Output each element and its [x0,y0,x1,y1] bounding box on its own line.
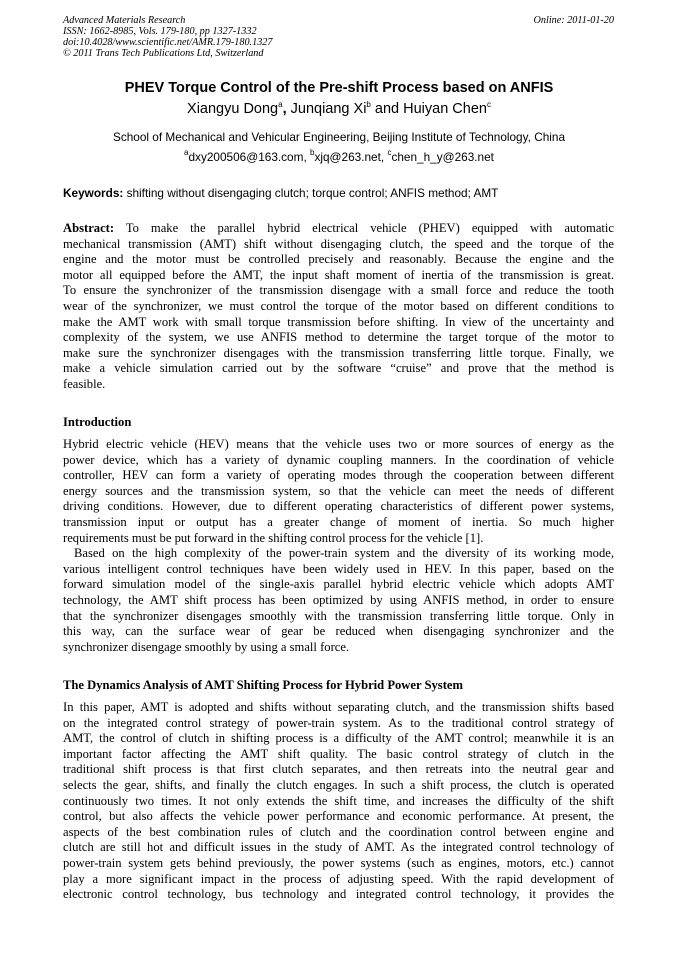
author-sup: c [486,100,491,109]
text-line: make sure the synchronizer disengages with the transmission transferring little torque. Finally, we [63,345,614,360]
text-line: traditional shift process is that first clutch separates, and then retreats into the neutral gear and [63,762,614,777]
text-line: engine and the motor must be controlled precisely and reasonably. Because the engine and the [63,252,614,267]
text-line: wear of the synchronizer, we must control the torque of the motor based on different conditions to [63,298,614,313]
text-line: important factor affecting the AMT shift quality. The basic control strategy of clutch in the [63,746,614,761]
paper-title: PHEV Torque Control of the Pre-shift Process based on ANFIS [124,80,554,96]
text-line: play a more significant impact in the process of adjusting speed. With the rapid development of [63,871,614,886]
text-line: make a vehicle simulation carried out by the software “cruise” and prove that the method is [63,361,614,376]
email-sep: , [380,150,388,164]
email-link[interactable]: dxy200506@163.com [188,150,304,164]
author-name: Junqiang Xi [290,101,367,117]
text-line: various intelligent control techniques have been widely used in HEV. In this paper, based on the [63,561,614,576]
text-line: control, but also affects the vehicle power performance and economic performance. At present, the [63,809,614,824]
text-line: that the synchronizer disengages smoothly with the transmission transferring little torque. Only in [63,608,614,623]
abstract-text: To make the parallel hybrid electrical vehicle (PHEV) equipped with automatic [114,221,614,235]
text-line: continuously two times. It not only extends the shift time, and increases the difficulty of the shift [63,793,614,808]
doi: doi:10.4028/www.scientific.net/AMR.179-180.1327 [63,37,273,48]
email-sup: a [184,148,189,157]
abstract-label: Abstract: [63,221,115,235]
online-date: Online: 2011-01-20 [533,15,614,26]
text-line: requirements must be put forward in the shifting control process for the vehicle [1]. [63,530,484,545]
section-heading-dynamics: The Dynamics Analysis of AMT Shifting Process for Hybrid Power System [63,678,463,692]
keywords-label: Keywords: [63,186,124,200]
text-line: AMT, the control of clutch in shifting process is a difficulty of the AMT control; meanwhile it is an [63,731,614,746]
introduction-body [63,437,614,655]
text-line: transmission input or output has a greater change of moment of inertia. So much higher [63,514,614,529]
text-line: on the integrated control strategy of power-train system. As to the traditional control strategy of [63,715,614,730]
text-line: forward simulation model of the single-axis parallel hybrid electric vehicle which adopts AMT [63,577,614,592]
author-name: Huiyan Chen [403,101,487,117]
text-line: mechanical transmission (AMT) shift without disengaging clutch, the speed and the torque of the [63,236,614,251]
section-heading-introduction: Introduction [63,415,132,429]
text-line: controller, HEV can form a variety of operating modes through the cooperation between different [63,468,614,483]
text-line [63,221,614,237]
emails [0,150,678,164]
author-name: Xiangyu Dong [187,101,279,117]
email-link[interactable]: xjq@263.net [314,150,381,164]
keywords-text: shifting without disengaging clutch; torque control; ANFIS method; AMT [123,186,499,200]
text-line: technology, the AMT shift process has been optimized by using ANFIS method, in order to ensure [63,592,614,607]
text-line: power device, which has a variety of dynamic coupling manners. In the coordination of vehicle [63,452,614,467]
issn: ISSN: 1662-8985, Vols. 179-180, pp 1327-1332 [63,26,257,37]
journal-name: Advanced Materials Research [63,15,186,26]
text-line: complexity of the system, we use ANFIS method to determine the target torque of the motor to [63,330,614,345]
email-sep: , [303,150,311,164]
journal-header [63,15,272,59]
text-line: motor all equipped before the AMT, the input shaft moment of inertia of the transmission is great. [63,267,614,282]
text-line: driving conditions. However, due to different operating characteristics of different power systems, [63,499,614,514]
author-sup: b [366,100,371,109]
text-line: Hybrid electric vehicle (HEV) means that the vehicle uses two or more sources of energy as the [63,437,614,451]
dynamics-body [63,700,614,903]
copyright: © 2011 Trans Tech Publications Ltd, Switzerland [63,48,264,59]
email-sup: b [310,148,315,157]
text-line: power-train system gets behind previously, the power systems (such as engines, motors, etc.) cannot [63,855,614,870]
text-line: this way, can the surface wear of gear be reduced when disengaging synchronizer and the [63,624,614,639]
authors [0,101,678,117]
text-line: energy sources and the transmission system, so that the vehicle can meet the needs of different [63,483,614,498]
email-sup: c [387,148,392,157]
text-line: make the AMT work with small torque transmission before shifting. In view of the uncertainty and [63,314,614,329]
email-link[interactable]: chen_h_y@263.net [391,150,494,164]
text-line: synchronizer disengage smoothly by using a small force. [63,639,350,654]
text-line: clutch are still hot and difficult issues in the study of AMT. As the integrated control technology of [63,840,614,855]
text-line: feasible. [63,376,106,391]
author-sup: a [278,100,283,109]
keywords [63,186,498,200]
text-line: selects the gear, shifts, and finally the clutch engages. In such a shift process, the clutch is operated [63,777,614,792]
abstract [63,221,614,393]
author-sep: , [282,101,291,117]
text-line: In this paper, AMT is adopted and shifts without separating clutch, and the transmission shifts based [63,700,614,714]
text-line: aspects of the best combination rules of clutch and the coordination control between engine and [63,824,614,839]
text-line: electronic control technology, bus technology and integrated control technology, it provides the [63,887,614,902]
affiliation: School of Mechanical and Vehicular Engineering, Beijing Institute of Technology, China [112,130,566,144]
text-line: Based on the high complexity of the power-train system and the diversity of its working mode, [74,546,614,561]
text-line: To ensure the synchronizer of the transmission disengage with a small force and reduce the tooth [63,283,614,298]
author-sep: and [370,101,404,117]
